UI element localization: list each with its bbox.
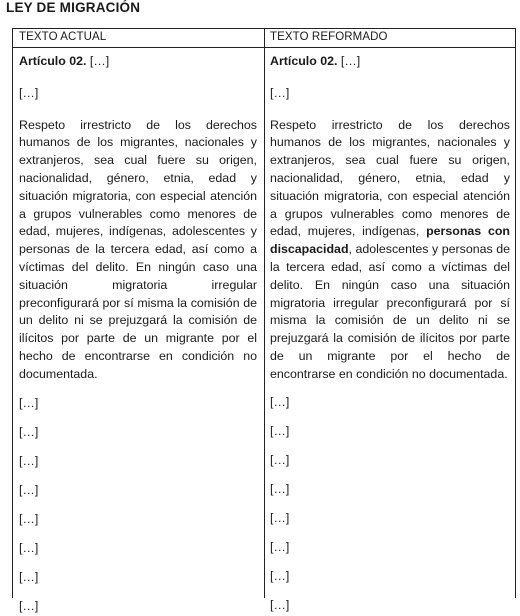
ellipsis: […] (270, 510, 290, 525)
ellipsis: […] (270, 423, 290, 438)
ellipsis: […] (19, 453, 39, 468)
header-current-text: TEXTO ACTUAL (19, 31, 107, 43)
ellipsis: […] (270, 481, 290, 496)
omitted-sections (270, 394, 510, 615)
ellipsis: […] (270, 540, 290, 555)
reformed-text-column (270, 53, 510, 615)
header-divider (13, 47, 515, 48)
ellipsis: […] (19, 511, 39, 526)
ellipsis: […] (19, 541, 39, 556)
document-title: LEY DE MIGRACIÓN (6, 0, 141, 15)
omitted-sections (19, 395, 257, 616)
ellipsis: […] (19, 599, 39, 614)
ellipsis: […] (19, 395, 39, 410)
ellipsis: […] (19, 85, 39, 100)
ellipsis: […] (270, 569, 290, 584)
ellipsis: […] (270, 598, 290, 613)
header-reformed-text: TEXTO REFORMADO (270, 31, 388, 43)
ellipsis: […] (19, 570, 39, 585)
added-text: personas con discapacidad (270, 224, 510, 257)
comparison-table (12, 28, 516, 614)
ellipsis: […] (19, 482, 39, 497)
article-heading: Artículo 02. […] (19, 54, 110, 68)
ellipsis: […] (270, 394, 290, 409)
article-paragraph: Respeto irrestricto de los derechos humanos de los migrantes, nacionales y extranjeros, sea cual fuere su origen, nacionalidad, género, etnia, edad y situación migratoria, con especial atención a grupos vulnerables como menores de edad, mujeres, indígenas, adolescentes y personas de la tercera edad, así como a víctimas del delito. En ningún caso una situación migratoria irregular preconfigurará por sí misma la comisión de un delito ni se prejuzgará la comisión de ilícitos por parte de un migrante por el hecho de encontrarse en condición no documentada. (19, 117, 257, 381)
current-text-column (19, 53, 257, 616)
article-paragraph: Respeto irrestricto de los derechos humanos de los migrantes, nacionales y extranjeros, sea cual fuere su origen, nacionalidad, género, etnia, edad y situación migratoria, con especial atención a grupos vulnerables como menores de edad, mujeres, indígenas, personas con discapacidad, adolescentes y personas de la tercera edad, así como a víctimas del delito. En ningún caso una situación migratoria irregular preconfigurará por sí misma la comisión de un delito ni se prejuzgará la comisión de ilícitos por parte de un migrante por el hecho de encontrarse en condición no documentada. (270, 117, 510, 381)
ellipsis: […] (270, 452, 290, 467)
column-divider (264, 29, 265, 598)
ellipsis: […] (19, 424, 39, 439)
article-heading: Artículo 02. […] (270, 54, 361, 68)
ellipsis: […] (270, 85, 290, 100)
